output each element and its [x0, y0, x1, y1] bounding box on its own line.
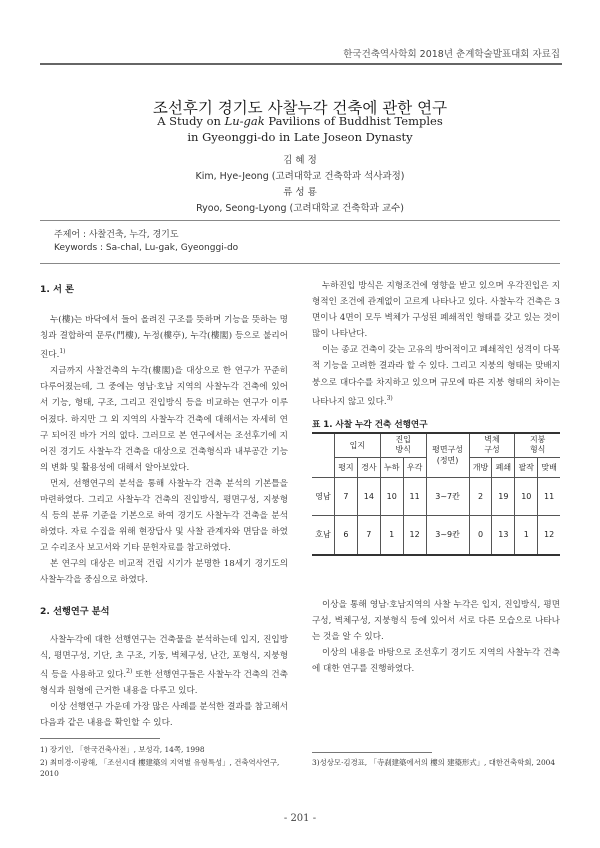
research-table — [312, 432, 560, 556]
right-column — [312, 278, 560, 410]
table-cell: 7 — [335, 477, 358, 515]
journal-header: 한국건축역사학회 2018년 춘계학술발표대회 자료집 — [343, 49, 560, 60]
footnote-2: 2) 최미경·이광해, 「조선시대 樓建築의 지역별 유형특성」, 건축역사연구, 2010 — [40, 758, 280, 778]
left-column-lower — [40, 632, 288, 731]
table-subheader: 팔작 — [515, 457, 538, 477]
table-row — [312, 515, 560, 555]
table-header-pyeongmyeon: 평면구성 (정면) — [426, 433, 469, 477]
table-cell: 1 — [380, 515, 403, 555]
paragraph-text: 누(樓)는 바닥에서 들어 올려진 구조를 뜻하며 기능을 뜻하는 명칭과 결합하여 문루(門樓), 누정(樓亭), 누각(樓閣) 등으로 불리어 진다. — [40, 315, 288, 361]
left-column — [40, 282, 288, 589]
page-number: - 201 - — [283, 813, 317, 824]
table-corner-cell — [312, 433, 335, 477]
english-title-italic: Lu-gak — [224, 114, 265, 128]
footnote-3: 3)성상모·김경표, 「寺刹建築에서의 樓의 建築形式」, 대한건축학회, 2004 — [312, 758, 556, 767]
table-header-byeokche: 벽체 구성 — [469, 433, 515, 457]
table-subheader: 평지 — [335, 457, 358, 477]
keywords-korean: 주제어 : 사찰건축, 누각, 경기도 — [54, 230, 179, 240]
table-cell: 1 — [515, 515, 538, 555]
table-cell: 10 — [515, 477, 538, 515]
paragraph-text: 또한 선행연구들은 사찰누각 건축의 건축형식과 원형에 근거한 내용을 다루고 있다. — [40, 670, 288, 697]
table-caption: 표 1. 사찰 누각 건축 선행연구 — [312, 420, 428, 430]
table-cell: 11 — [403, 477, 426, 515]
keywords-box — [40, 220, 560, 264]
paragraph-text: 이는 종교 건축이 갖는 고유의 방어적이고 폐쇄적인 성격이 다목적 기능을 고려한 결과라 할 수 있다. 그리고 지붕의 형태는 맞배지붕으로 대다수를 차지하고 있으며 규모에 따른 지붕 형태의 차이는 나타나지 않고 있다. — [312, 345, 560, 407]
section-1-heading: 1. 서 론 — [40, 284, 75, 295]
table-subheader: 누하 — [380, 457, 403, 477]
paragraph: 본 연구의 대상은 비교적 건립 시기가 분명한 18세기 경기도의 사찰누각을 중심으로 하였다. — [40, 559, 288, 586]
table-header-ipji: 입지 — [335, 433, 381, 457]
header-rule — [40, 63, 562, 65]
table-header-jibung: 지붕 형식 — [515, 433, 560, 457]
author-2-english: Ryoo, Seong-Lyong (고려대학교 건축학과 교수) — [196, 203, 404, 214]
table-cell: 19 — [492, 477, 515, 515]
author-1-korean: 김 혜 정 — [283, 155, 317, 166]
table-subheader: 맞배 — [538, 457, 560, 477]
paragraph: 먼저, 선행연구의 분석을 통해 사찰누각 건축 분석의 기본틀을 마련하였다. 그리고 사찰누각 건축의 진입방식, 평면구성, 지붕형식 등의 분류 기준을 기본으로 하여 경기도 사찰누각 건축을 분석하였다. 자료 수집을 위해 현장답사 및 사찰 관계자와 면담을 하였고 수리조사 보고서와 기타 문헌자료를 참고하였다. — [40, 478, 288, 554]
table-cell: 3~9칸 — [426, 515, 469, 555]
table-cell: 12 — [403, 515, 426, 555]
table-cell: 12 — [538, 515, 560, 555]
paragraph: 지금까지 사찰건축의 누각(樓閣)을 대상으로 한 연구가 꾸준히 다루어졌는데, 그 중에는 영남·호남 지역의 사찰누각 건축에 있어서 기능, 형태, 구조, 그리고 진입방식 등을 비교하는 연구가 이루어졌다. 하지만 그 외 지역의 사찰누각 건축에 대해서는 자세히 연구 되어진 바가 거의 없다. 그러므로 본 연구에서는 조선후기에 지어진 경기도 사찰누각 건축을 대상으로 건축형식과 내부공간 기능의 변화 및 활용성에 대해서 알아보았다. — [40, 366, 288, 473]
english-title-line2: in Gyeonggi-do in Late Joseon Dynasty — [187, 130, 413, 144]
table-header-jinip: 진입 방식 — [380, 433, 426, 457]
table-cell: 7 — [357, 515, 380, 555]
table-region-cell: 호남 — [312, 515, 335, 555]
paragraph: 이상을 통해 영남·호남지역의 사찰 누각은 입지, 진입방식, 평면구성, 벽체구성, 지붕형식 등에 있어서 서로 다른 모습으로 나타나는 것을 알 수 있다. — [312, 600, 560, 643]
table-cell: 0 — [469, 515, 492, 555]
table-cell: 6 — [335, 515, 358, 555]
author-1-english: Kim, Hye-Jeong (고려대학교 건축학과 석사과정) — [195, 171, 405, 182]
table-subheader: 우각 — [403, 457, 426, 477]
footnote-1: 1) 장기인, 「한국건축사전」, 보성각, 14쪽, 1998 — [40, 745, 205, 754]
table-cell: 2 — [469, 477, 492, 515]
right-column-lower — [312, 597, 560, 677]
table-subheader: 폐쇄 — [492, 457, 515, 477]
footnote-rule — [312, 752, 432, 753]
table-cell: 13 — [492, 515, 515, 555]
footnote-ref: 3) — [386, 394, 393, 402]
table-subheader: 개방 — [469, 457, 492, 477]
paragraph — [312, 342, 560, 409]
keywords-english: Keywords : Sa-chal, Lu-gak, Gyeonggi-do — [54, 243, 239, 253]
table-cell: 14 — [357, 477, 380, 515]
paragraph — [40, 632, 288, 699]
paragraph: 이상 선행연구 가운데 가장 많은 사례를 분석한 결과를 참고해서 다음과 같은 내용을 확인할 수 있다. — [40, 702, 288, 729]
table-region-cell: 영남 — [312, 477, 335, 515]
paragraph — [40, 312, 288, 363]
table-cell: 11 — [538, 477, 560, 515]
footnote-ref: 1) — [59, 348, 66, 356]
footnote-ref: 2) — [126, 668, 133, 676]
paragraph-text: 사찰누각에 대한 선행연구는 건축물을 분석하는데 입지, 진입방식, 평면구성, 기단, 초 구조, 기둥, 벽체구성, 난간, 포형식, 지붕형식 등을 사용하고 있다. — [40, 635, 288, 681]
table-subheader: 경사 — [357, 457, 380, 477]
table-cell: 10 — [380, 477, 403, 515]
table-row — [312, 477, 560, 515]
table-cell: 3~7칸 — [426, 477, 469, 515]
paper-title: 조선후기 경기도 사찰누각 건축에 관한 연구 — [152, 99, 448, 117]
footnote-rule — [40, 738, 160, 739]
english-title — [40, 113, 560, 145]
section-2-heading: 2. 선행연구 분석 — [40, 606, 110, 617]
english-title-part2: Pavilions of Buddhist Temples — [264, 114, 443, 128]
english-title-part1: A Study on — [157, 114, 225, 128]
paragraph: 이상의 내용을 바탕으로 조선후기 경기도 지역의 사찰누각 건축에 대한 연구를 진행하였다. — [312, 648, 560, 675]
paragraph: 누하진입 방식은 지형조건에 영향을 받고 있으며 우각진입은 지형적인 조건에 관계없이 고르게 나타나고 있다. 사찰누각 건축은 3면이나 4면이 모두 벽체가 구성된 폐쇄적인 형태를 갖고 있는 것이 많이 나타난다. — [312, 281, 560, 340]
author-2-korean: 류 성 룡 — [283, 187, 317, 198]
